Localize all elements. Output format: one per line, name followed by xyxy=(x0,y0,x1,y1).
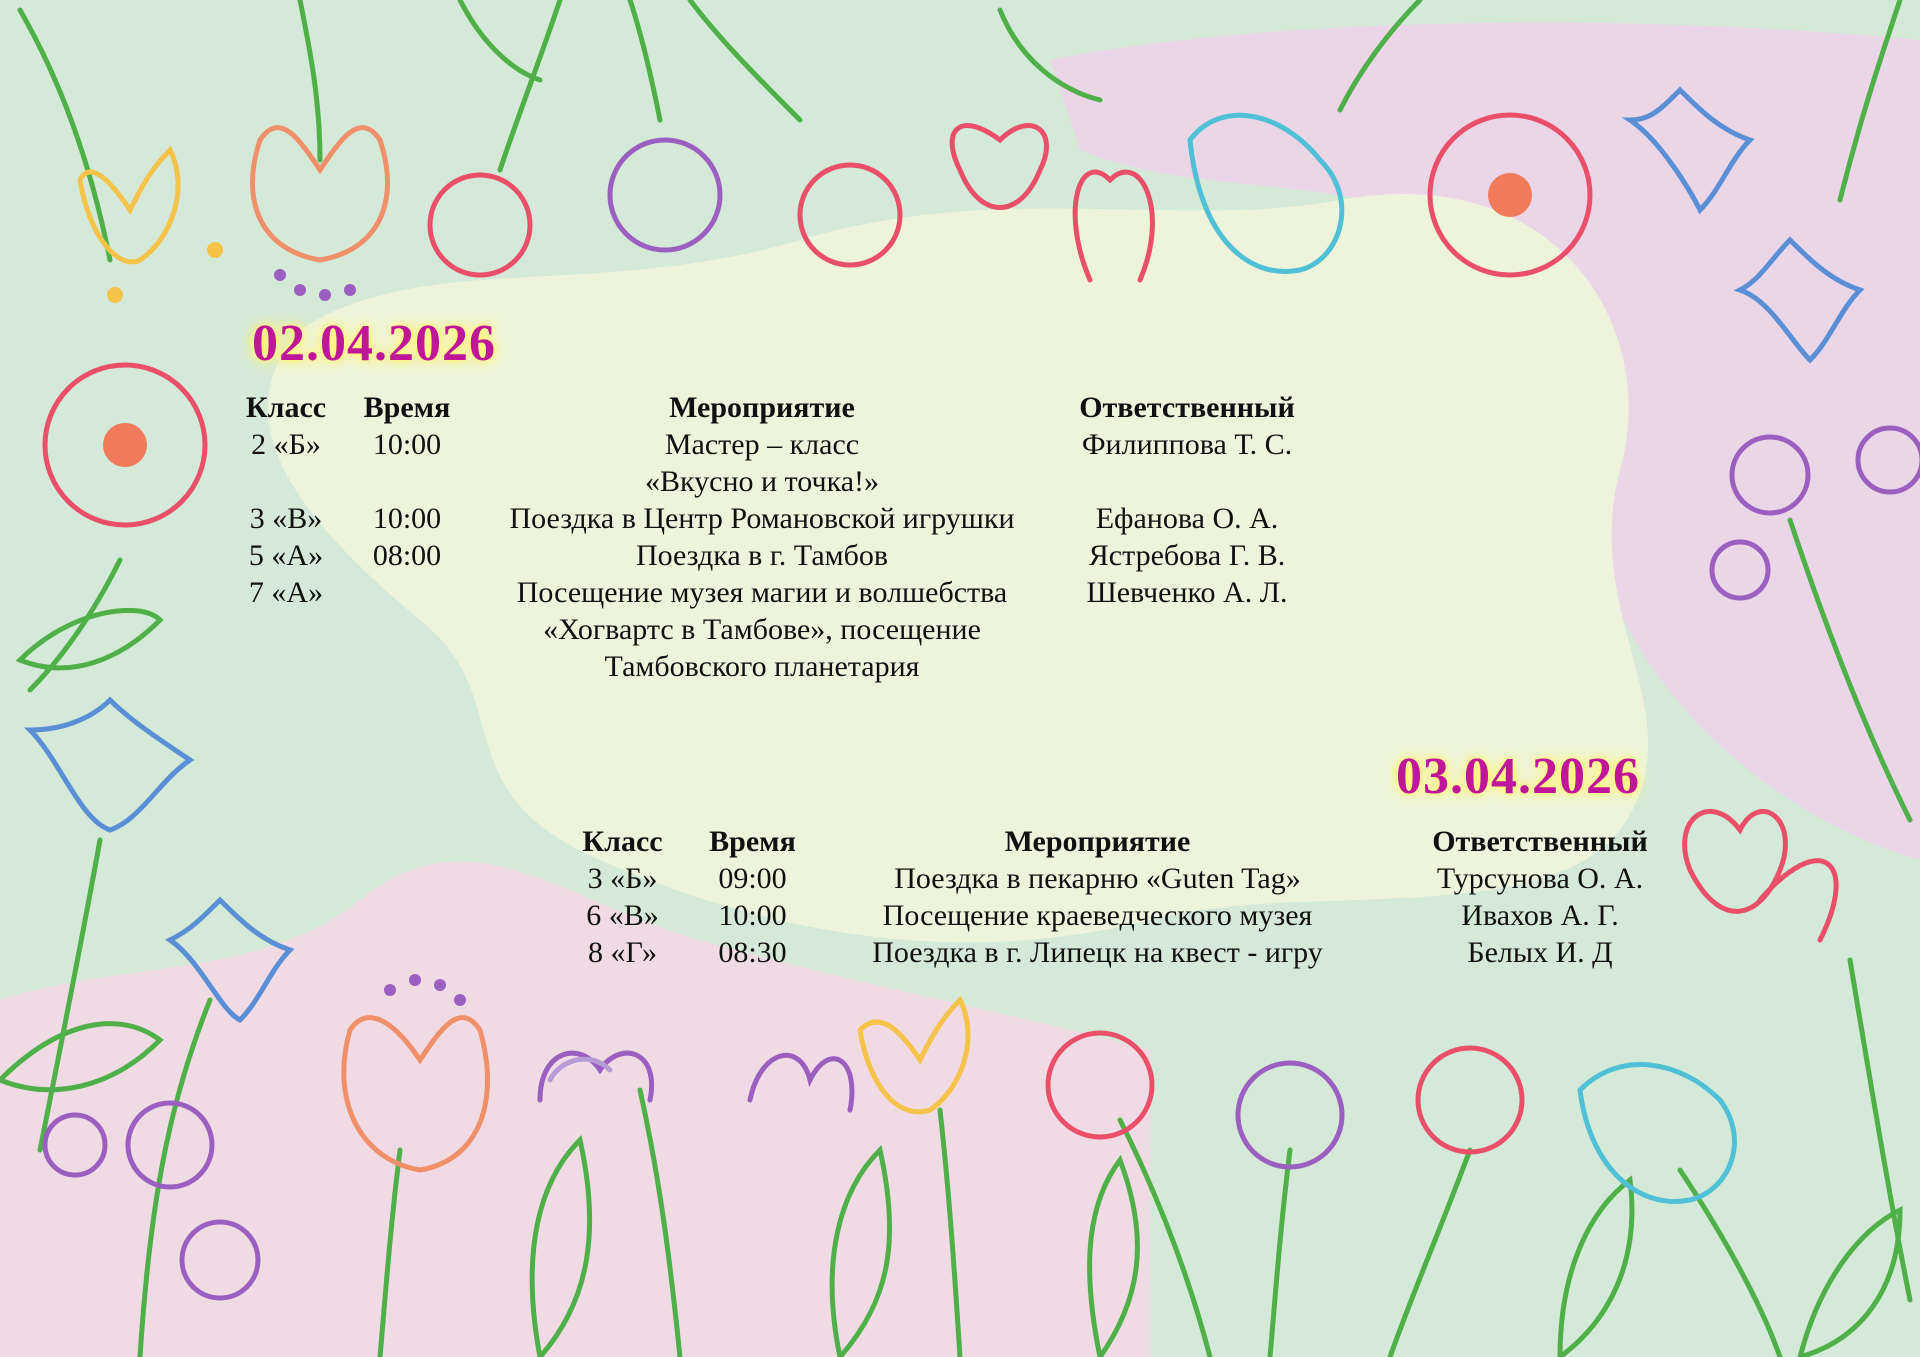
table-row xyxy=(230,500,1322,537)
event-line: Поездка в г. Липецк на квест - игру xyxy=(872,936,1323,969)
table-row xyxy=(565,934,1710,971)
header-event: Мероприятие xyxy=(1004,825,1191,858)
row-event xyxy=(472,574,1052,685)
table-row xyxy=(230,537,1322,574)
row-time: 10:00 xyxy=(372,502,442,535)
schedule-header xyxy=(230,389,1322,426)
event-line: Тамбовского планетария xyxy=(604,650,920,683)
header-class: Класс xyxy=(245,391,327,424)
row-time: 09:00 xyxy=(718,862,787,895)
row-time: 08:30 xyxy=(718,936,787,969)
row-time: 10:00 xyxy=(718,899,787,932)
row-responsible: Филиппова Т. С. xyxy=(1081,428,1293,461)
row-responsible: Ястребова Г. В. xyxy=(1088,539,1286,572)
row-responsible: Ивахов А. Г. xyxy=(1461,899,1619,932)
schedule-header xyxy=(565,823,1710,860)
row-responsible: Белых И. Д xyxy=(1467,936,1613,969)
date-heading-day1: 02.04.2026 xyxy=(252,315,496,372)
header-event: Мероприятие xyxy=(669,391,855,424)
table-row xyxy=(230,574,1322,685)
event-line: «Хогвартс в Тамбове», посещение xyxy=(543,613,981,646)
row-responsible: Шевченко А. Л. xyxy=(1086,576,1288,609)
row-event xyxy=(472,537,1052,574)
row-event xyxy=(825,897,1370,934)
schedule-day2 xyxy=(565,823,1710,971)
event-line: Поездка в пекарню «Guten Tag» xyxy=(894,862,1301,895)
row-class: 5 «А» xyxy=(248,539,324,572)
row-event xyxy=(472,500,1052,537)
event-line: Мастер – класс xyxy=(664,428,860,461)
event-line: «Вкусно и точка!» xyxy=(644,465,880,498)
schedule-day1 xyxy=(230,389,1322,685)
row-time xyxy=(342,574,472,685)
event-line: Посещение краеведческого музея xyxy=(882,899,1313,932)
row-responsible: Турсунова О. А. xyxy=(1436,862,1644,895)
row-class: 2 «Б» xyxy=(251,428,321,461)
row-class: 7 «А» xyxy=(248,576,324,609)
header-responsible: Ответственный xyxy=(1432,825,1648,858)
table-row xyxy=(565,897,1710,934)
row-time: 08:00 xyxy=(372,539,442,572)
row-class: 3 «В» xyxy=(249,502,323,535)
header-time: Время xyxy=(709,825,796,858)
header-responsible: Ответственный xyxy=(1079,391,1295,424)
event-line: Поездка в Центр Романовской игрушки xyxy=(509,502,1015,535)
row-class: 6 «В» xyxy=(586,899,659,932)
row-time: 10:00 xyxy=(372,428,442,461)
header-class: Класс xyxy=(582,825,663,858)
row-event xyxy=(825,860,1370,897)
header-time: Время xyxy=(363,391,451,424)
row-event xyxy=(825,934,1370,971)
row-class: 3 «Б» xyxy=(587,862,658,895)
row-class: 8 «Г» xyxy=(587,936,658,969)
table-row xyxy=(565,860,1710,897)
row-event xyxy=(472,426,1052,500)
table-row xyxy=(230,426,1322,500)
event-line: Поездка в г. Тамбов xyxy=(635,539,889,572)
event-line: Посещение музея магии и волшебства xyxy=(516,576,1008,609)
date-heading-day2: 03.04.2026 xyxy=(1396,748,1640,805)
row-responsible: Ефанова О. А. xyxy=(1095,502,1279,535)
